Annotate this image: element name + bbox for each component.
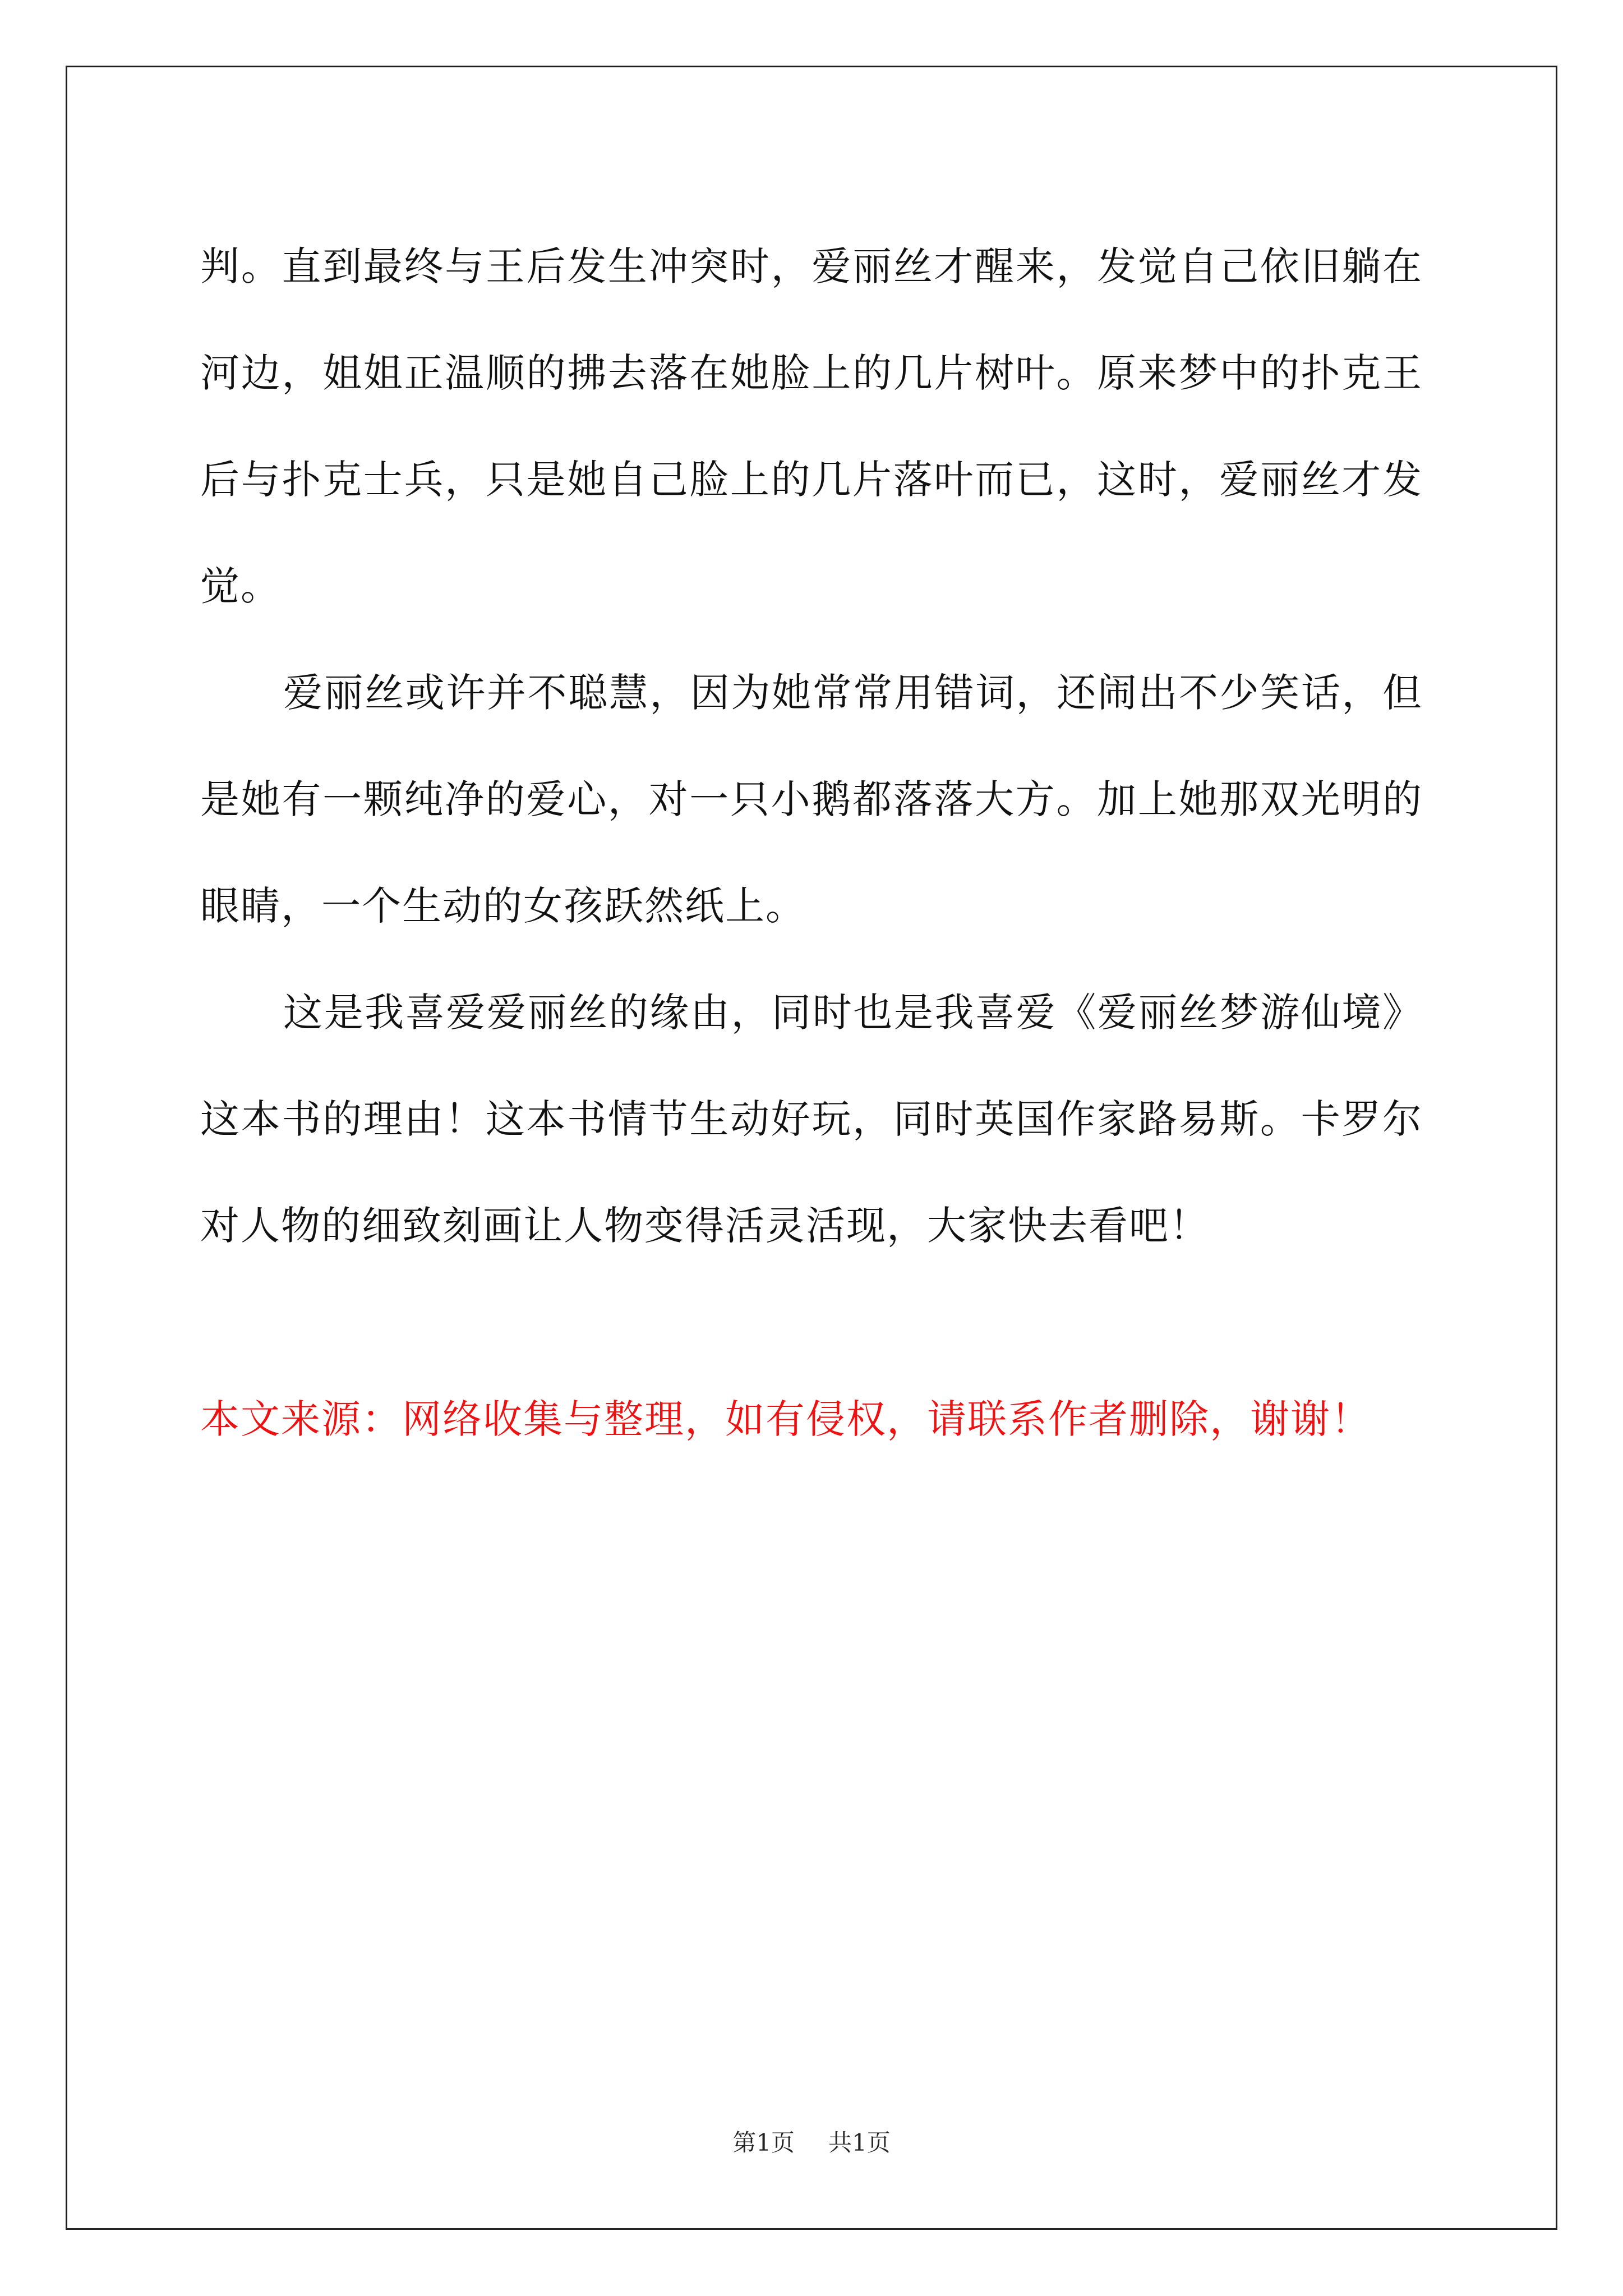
- paragraph: 这是我喜爱爱丽丝的缘由，同时也是我喜爱《爱丽丝梦游仙境》这本书的理由！这本书情节生动好玩，同时英国作家路易斯。卡罗尔对人物的细致刻画让人物变得活灵活现，大家快去看吧！: [200, 990, 1423, 1249]
- paragraph: 爱丽丝或许并不聪慧，因为她常常用错词，还闹出不少笑话，但是她有一颗纯净的爱心，对一只小鹅都落落大方。加上她那双光明的眼睛，一个生动的女孩跃然纸上。: [200, 670, 1423, 929]
- page-number: 第1页: [732, 2129, 795, 2156]
- page-total: 共1页: [828, 2129, 891, 2156]
- document-body: [200, 213, 1423, 1279]
- page-footer: [0, 2126, 1623, 2160]
- paragraph: 判。直到最终与王后发生冲突时，爱丽丝才醒来，发觉自己依旧躺在河边，姐姐正温顺的拂去落在她脸上的几片树叶。原来梦中的扑克王后与扑克士兵，只是她自己脸上的几片落叶而已，这时，爱丽丝才发觉。: [200, 243, 1423, 609]
- source-note: 本文来源：网络收集与整理，如有侵权，请联系作者删除，谢谢！: [200, 1396, 1371, 1442]
